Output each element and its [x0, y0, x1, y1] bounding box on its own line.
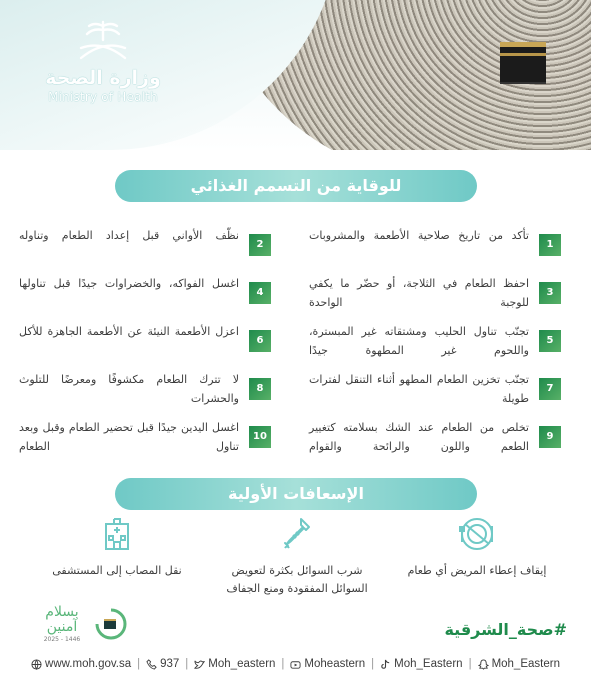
first-aid-text: إيقاف إعطاء المريض أي طعام	[407, 564, 547, 577]
tip-text: لا تترك الطعام مكشوفًا ومعرضًا للتلوث والحشرات	[19, 373, 239, 405]
tip-number-badge: 8	[249, 378, 271, 400]
tip-text: اعزل الأطعمة النيئة عن الأطعمة الجاهزة للأكل	[19, 325, 239, 338]
no-food-icon	[459, 516, 495, 552]
logo-english-text: Ministry of Health	[48, 90, 158, 104]
tip-item	[305, 370, 561, 410]
footer-website[interactable]	[31, 658, 131, 670]
footer-phone-text: 937	[160, 658, 180, 670]
first-aid-item	[32, 516, 202, 580]
salam-mark-icon	[94, 607, 128, 641]
tip-item	[305, 274, 561, 314]
footer-contact-bar	[0, 648, 591, 680]
tip-item	[305, 226, 561, 266]
water-bottle-icon	[279, 516, 315, 552]
first-aid-title: الإسعافات الأولية	[115, 478, 477, 510]
hospital-icon	[99, 516, 135, 552]
campaign-hashtag: #صحة_الشرقية	[444, 620, 567, 639]
footer-website-text: www.moh.gov.sa	[45, 658, 132, 670]
tip-text: احفظ الطعام في الثلاجة، أو حضّر ما يكفي للوجبة الواحدة	[309, 277, 529, 309]
tip-text: تخلص من الطعام عند الشك بسلامته كتغيير الطعم واللون والرائحة والقوام	[309, 421, 529, 453]
footer-divider: |	[468, 658, 472, 670]
tip-text: تأكد من تاريخ صلاحية الأطعمة والمشروبات	[309, 229, 529, 242]
footer-twitter[interactable]	[194, 658, 275, 670]
footer-divider: |	[281, 658, 285, 670]
footer-tiktok-text: Moh_Eastern	[394, 658, 463, 670]
footer-snapchat-text: Moh_Eastern	[491, 658, 560, 670]
globe-icon	[31, 659, 42, 670]
tip-item	[15, 418, 271, 458]
tip-text: تجنّب تناول الحليب ومشتقاته غير المبسترة، واللحوم غير المطهوة جيدًا	[309, 325, 529, 357]
salam-logo	[28, 603, 148, 643]
first-aid-text: شرب السوائل بكثرة لتعويض السوائل المفقودة ومنع الجفاف	[226, 564, 368, 595]
footer-youtube[interactable]	[290, 658, 365, 670]
tip-item	[15, 370, 271, 410]
twitter-icon	[194, 659, 205, 670]
snapchat-icon	[478, 659, 489, 670]
tip-number-badge: 5	[539, 330, 561, 352]
prevention-title: للوقاية من التسمم الغذائي	[115, 170, 477, 202]
tip-number-badge: 9	[539, 426, 561, 448]
palm-swords-emblem-icon	[71, 18, 135, 62]
footer-divider: |	[137, 658, 141, 670]
tip-text: تجنّب تخزين الطعام المطهو أثناء التنقل لفترات طويلة	[309, 373, 529, 405]
tip-item	[15, 322, 271, 362]
footer-divider: |	[185, 658, 189, 670]
tip-item	[15, 226, 271, 266]
salam-year: 2025 - 1446	[43, 636, 81, 643]
footer-tiktok[interactable]	[380, 658, 462, 670]
tip-number-badge: 1	[539, 234, 561, 256]
tip-text: نظّف الأواني قبل إعداد الطعام وتناوله	[19, 229, 239, 242]
tip-text: اغسل اليدين جيدًا قبل تحضير الطعام وقبل وبعد تناول الطعام	[19, 421, 239, 453]
tip-number-badge: 7	[539, 378, 561, 400]
tip-number-badge: 3	[539, 282, 561, 304]
moh-logo	[28, 18, 178, 104]
phone-icon	[146, 659, 157, 670]
tip-item	[305, 322, 561, 362]
footer-twitter-text: Moh_eastern	[208, 658, 276, 670]
tip-number-badge: 10	[249, 426, 271, 448]
first-aid-item	[212, 516, 382, 598]
first-aid-item	[392, 516, 562, 580]
tip-number-badge: 2	[249, 234, 271, 256]
footer-snapchat[interactable]	[478, 658, 560, 670]
logo-arabic-text: وزارة الصحة	[45, 67, 161, 89]
header-banner	[0, 0, 591, 150]
kaaba-graphic	[500, 42, 546, 82]
tip-number-badge: 4	[249, 282, 271, 304]
footer-youtube-text: Moheastern	[304, 658, 366, 670]
salam-text: بسلام آمنين	[45, 604, 79, 635]
first-aid-text: نقل المصاب إلى المستشفى	[52, 564, 182, 577]
footer-phone[interactable]	[146, 658, 179, 670]
tip-number-badge: 6	[249, 330, 271, 352]
tip-item	[305, 418, 561, 458]
footer-divider: |	[371, 658, 375, 670]
tip-item	[15, 274, 271, 314]
youtube-icon	[290, 659, 301, 670]
tiktok-icon	[380, 659, 391, 670]
tip-text: اغسل الفواكه، والخضراوات جيدًا قبل تناولها	[19, 277, 239, 290]
